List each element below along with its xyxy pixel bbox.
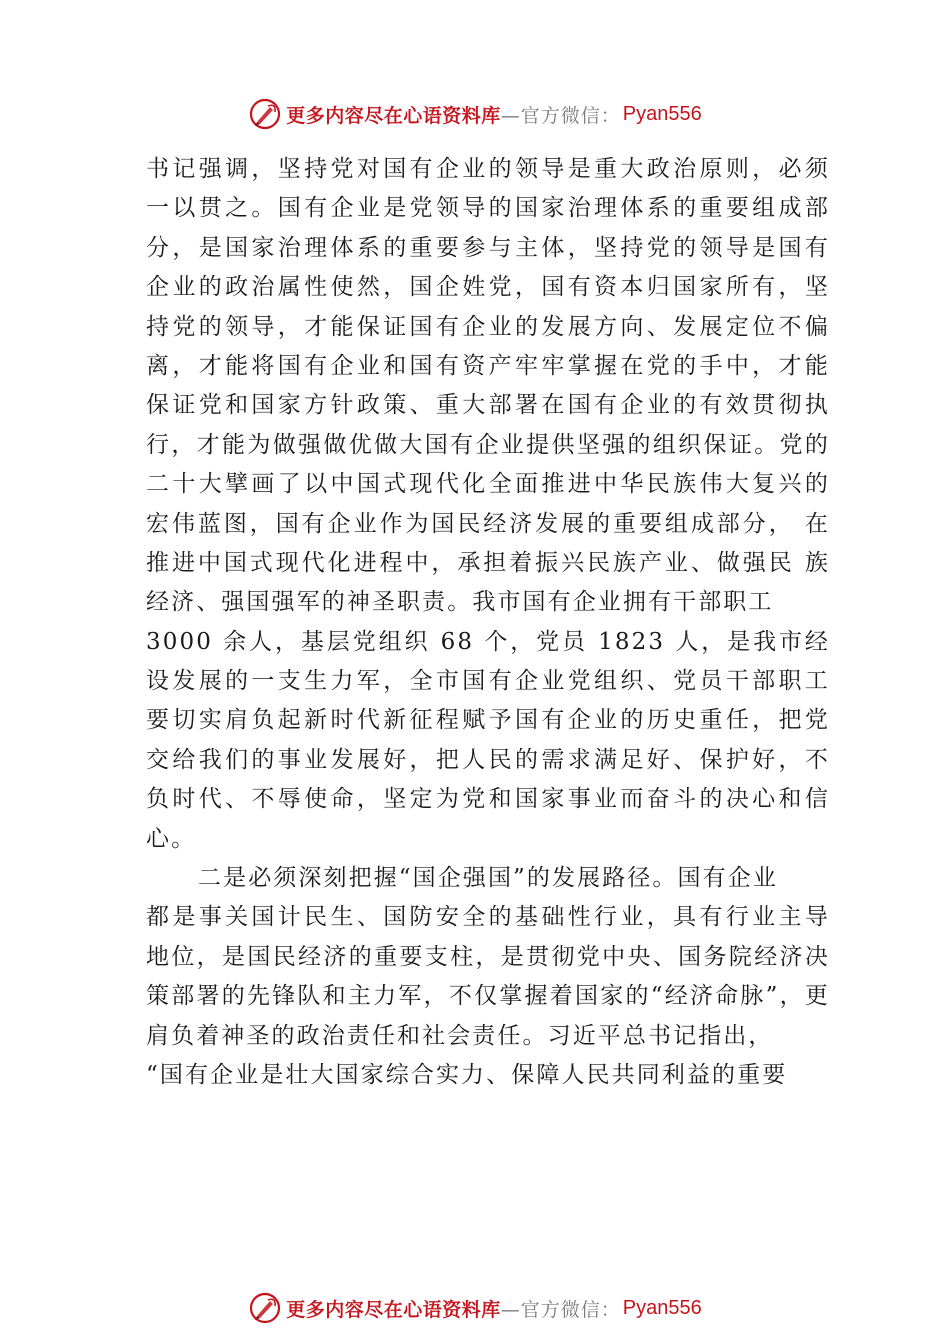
text-line: 离，才能将国有企业和国有资产牢牢掌握在党的手中，才能	[146, 352, 830, 379]
pen-logo-icon	[248, 1291, 282, 1325]
text-line: 设发展的一支生力军，全市国有企业党组织、党员干部职工	[146, 668, 830, 695]
text-line: 经济、强国强军的神圣职责。我市国有企业拥有干部职工	[146, 589, 774, 616]
text-line: 策部署的先锋队和主力军，不仅掌握着国家的“经济命脉”，更	[146, 983, 830, 1010]
banner-main-text: 更多内容尽在心语资料库	[286, 1298, 501, 1321]
banner-separator-text: —官方微信：	[500, 104, 621, 127]
banner-account-id: Pyan556	[622, 102, 702, 125]
document-body	[146, 150, 830, 1095]
banner-main-text: 更多内容尽在心语资料库	[286, 104, 501, 127]
text-line: 一以贯之。国有企业是党领导的国家治理体系的重要组成部	[146, 195, 830, 222]
paragraph-2	[146, 859, 830, 1095]
text-line: 企业的政治属性使然，国企姓党，国有资本归国家所有，坚	[146, 274, 830, 301]
text-line: 推进中国式现代化进程中，承担着振兴民族产业、做强民 族	[146, 549, 830, 576]
text-line: 二是必须深刻把握“国企强国”的发展路径。国有企业	[198, 865, 778, 892]
text-line: 心。	[146, 825, 197, 852]
text-line: 3000 余人，基层党组织 68 个，党员 1823 人，是我市经	[146, 628, 830, 655]
text-line: 保证党和国家方针政策、重大部署在国有企业的有效贯彻执	[146, 392, 830, 419]
text-line: 地位，是国民经济的重要支柱，是贯彻党中央、国务院经济决	[146, 943, 830, 970]
pen-logo-icon	[248, 97, 282, 131]
text-line: 负时代、不辱使命，坚定为党和国家事业而奋斗的决心和信	[146, 786, 830, 813]
banner-separator-text: —官方微信：	[500, 1298, 621, 1321]
paragraph-1	[146, 150, 830, 859]
text-line: 要切实肩负起新时代新征程赋予国有企业的历史重任，把党	[146, 707, 830, 734]
text-line: 交给我们的事业发展好，把人民的需求满足好、保护好，不	[146, 746, 830, 773]
text-line: “国有企业是壮大国家综合实力、保障人民共同利益的重要	[146, 1061, 788, 1088]
text-line: 持党的领导，才能保证国有企业的发展方向、发展定位不偏	[146, 313, 830, 340]
footer-banner	[0, 1288, 950, 1328]
banner-account-id: Pyan556	[622, 1296, 702, 1319]
text-line: 二十大擘画了以中国式现代化全面推进中华民族伟大复兴的	[146, 471, 830, 498]
text-line: 分，是国家治理体系的重要参与主体，坚持党的领导是国有	[146, 234, 830, 261]
text-line: 宏伟蓝图，国有企业作为国民经济发展的重要组成部分， 在	[146, 510, 830, 537]
text-line: 肩负着神圣的政治责任和社会责任。习近平总书记指出，	[146, 1022, 774, 1049]
text-line: 行，才能为做强做优做大国有企业提供坚强的组织保证。党的	[146, 431, 830, 458]
text-line: 书记强调，坚持党对国有企业的领导是重大政治原则，必须	[146, 156, 830, 182]
text-line: 都是事关国计民生、国防安全的基础性行业，具有行业主导	[146, 904, 830, 931]
header-banner	[0, 94, 950, 134]
